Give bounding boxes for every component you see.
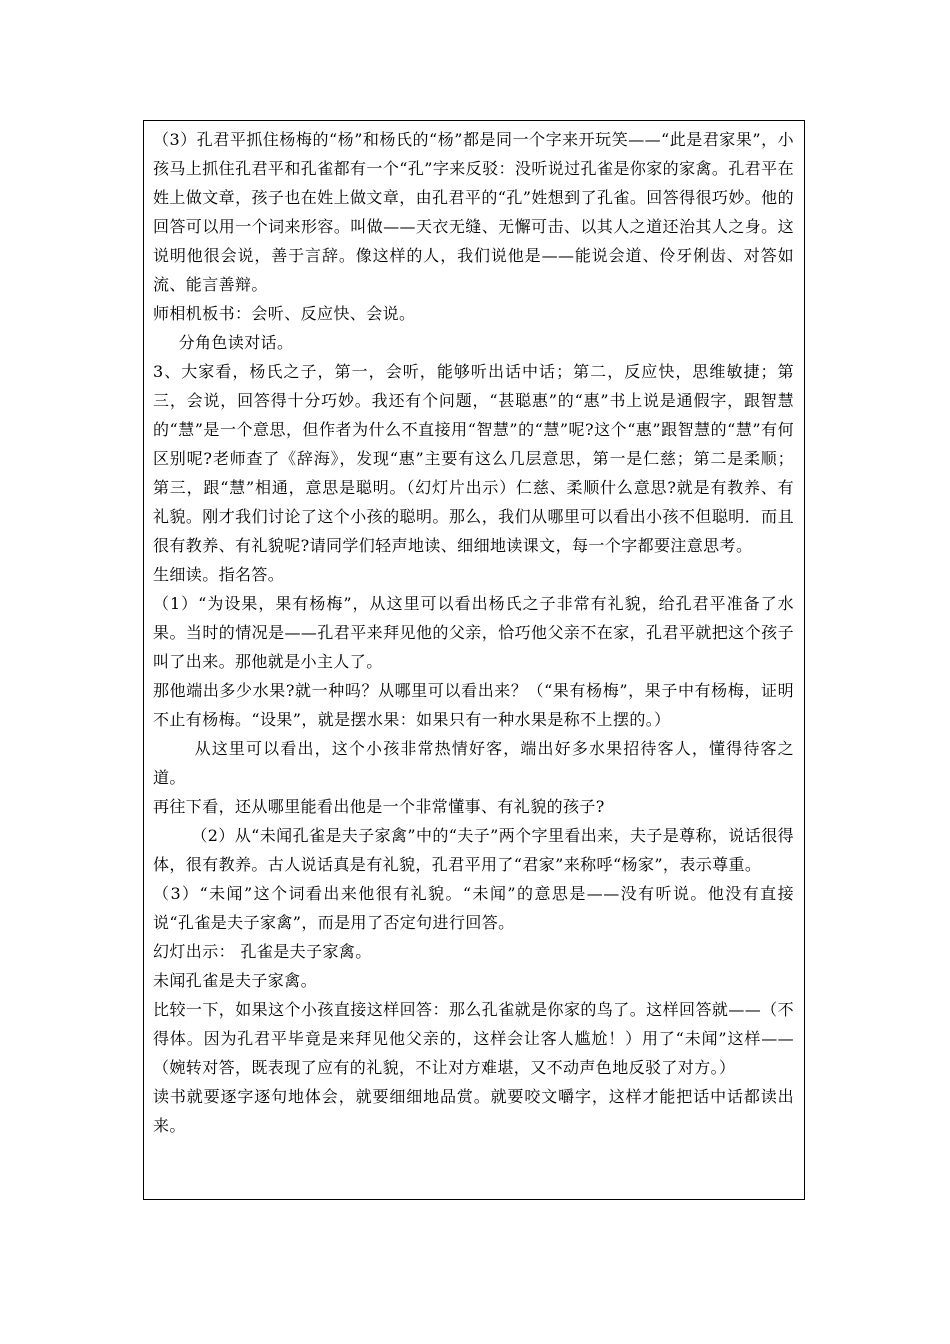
paragraph-hospitality: 从这里可以看出，这个小孩非常热情好客，端出好多水果招待客人，懂得待客之道。 [153, 739, 794, 787]
lesson-content-box [143, 120, 805, 1200]
paragraph-point-1: （1）“为设果，果有杨梅”，从这里可以看出杨氏之子非常有礼貌，给孔君平准备了水果。当时的情况是——孔君平来拜见他的父亲，恰巧他父亲不在家，孔君平就把这个孩子叫了出来。那他就是小主人了。 [153, 594, 794, 671]
paragraph-point-2: （2）从“未闻孔雀是夫子家禽”中的“夫子”两个字里看出来，夫子是尊称，说话很得体，很有教养。古人说话真是有礼貌，孔君平用了“君家”来称呼“杨家”，表示尊重。 [153, 826, 794, 874]
paragraph-role-reading: 分角色读对话。 [178, 333, 294, 352]
paragraph-comparison: 比较一下，如果这个小孩直接这样回答：那么孔雀就是你家的鸟了。这样回答就——（不得体。因为孔君平毕竟是来拜见他父亲的，这样会让客人尴尬！）用了“未闻”这样——（婉转对答，既表现了应有的礼貌，不让对方难堪，又不动声色地反驳了对方。） [153, 1000, 794, 1077]
paragraph-slide-1: 幻灯出示： 孔雀是夫子家禽。 [153, 942, 372, 961]
paragraph-fruit-question: 那他端出多少水果?就一种吗？从哪里可以看出来？（“果有杨梅”，果子中有杨梅，证明不止有杨梅。“设果”，就是摆水果：如果只有一种水果是称不上摆的。） [153, 681, 794, 729]
paragraph-student-reading: 生细读。指名答。 [153, 565, 285, 584]
paragraph-section-3: 3、大家看，杨氏之子，第一，会听，能够听出话中话；第二，反应快，思维敏捷；第三，会说，回答得十分巧妙。我还有个问题，“甚聪惠”的“惠”书上说是通假字，跟智慧的“慧”是一个意思，但作者为什么不直接用“智慧”的“慧”呢?这个“惠”跟智慧的“慧”有何区别呢?老师查了《辞海》，发现“惠”主要有这么几层意思，第一是仁慈；第二是柔顺；第三，跟“慧”相通，意思是聪明。（幻灯片出示）仁慈、柔顺什么意思?就是有教养、有礼貌。刚才我们讨论了这个小孩的聪明。那么，我们从哪里可以看出小孩不但聪明．而且很有教养、有礼貌呢?请同学们轻声地读、细细地读课文，每一个字都要注意思考。 [153, 362, 794, 555]
paragraph-next-question: 再往下看，还从哪里能看出他是一个非常懂事、有礼貌的孩子? [153, 797, 605, 816]
paragraph-3-analysis: （3）孔君平抓住杨梅的“杨”和杨氏的“杨”都是同一个字来开玩笑——“此是君家果”，小孩马上抓住孔君平和孔雀都有一个“孔”字来反驳：没听说过孔雀是你家的家禽。孔君平在姓上做文章，孩子也在姓上做文章，由孔君平的“孔”姓想到了孔雀。回答得很巧妙。他的回答可以用一个词来形容。叫做——天衣无缝、无懈可击、以其人之道还治其人之身。这说明他很会说，善于言辞。像这样的人，我们说他是——能说会道、伶牙俐齿、对答如流、能言善辩。 [153, 130, 794, 294]
paragraph-board-notes: 师相机板书：会听、反应快、会说。 [153, 304, 416, 323]
paragraph-point-3: （3）“未闻”这个词看出来他很有礼貌。“未闻”的意思是——没有听说。他没有直接说“孔雀是夫子家禽”，而是用了否定句进行回答。 [153, 884, 794, 932]
paragraph-slide-2: 未闻孔雀是夫子家禽。 [153, 971, 318, 990]
paragraph-conclusion: 读书就要逐字逐句地体会，就要细细地品赏。就要咬文嚼字，这样才能把话中话都读出来。 [153, 1087, 794, 1135]
